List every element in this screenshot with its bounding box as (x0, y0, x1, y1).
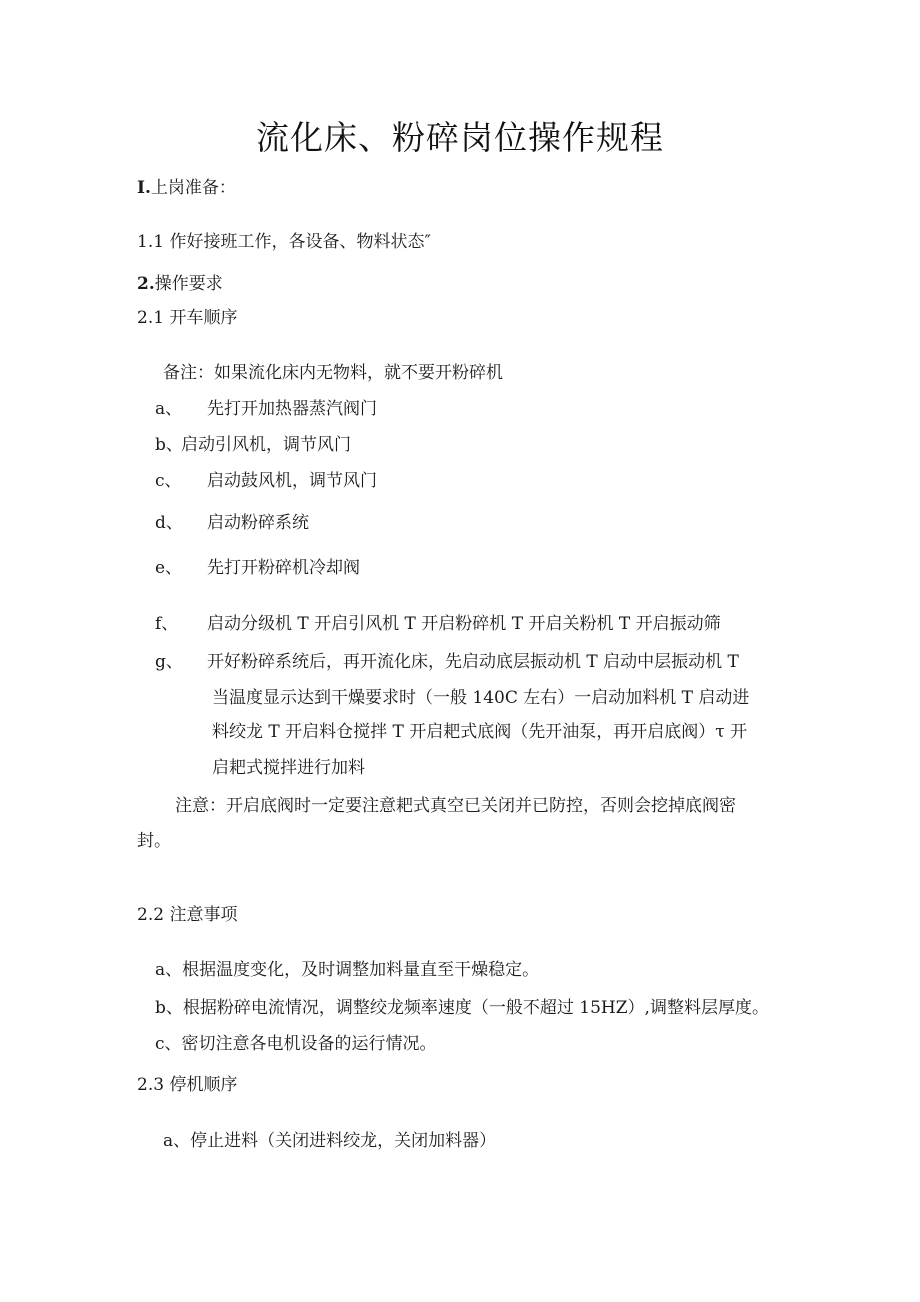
precaution-b: b、根据粉碎电流情况，调整绞龙频率速度（一般不超过 15HZ）,调整料层厚度。 (155, 998, 769, 1018)
section-2-title: 操作要求 (154, 274, 223, 294)
caution-line-1: 注意：开启底阀时一定要注意耙式真空已关闭并已防控，否则会挖掉底阀密 (175, 796, 736, 816)
subheading-2-3: 2.3 停机顺序 (137, 1075, 238, 1095)
subheading-2-2: 2.2 注意事项 (137, 905, 238, 925)
step-c-marker: c、 (155, 471, 182, 491)
subheading-2-1: 2.1 开车顺序 (137, 308, 238, 328)
section-1-heading (137, 176, 236, 200)
step-c-text: 启动鼓风机，调节风门 (207, 471, 377, 491)
step-d-marker: d、 (155, 513, 183, 533)
document-title: 流化床、粉碎岗位操作规程 (256, 118, 664, 157)
step-b-text: 启动引风机，调节风门 (181, 435, 351, 455)
step-g-marker: g、 (155, 652, 183, 672)
step-d-text: 启动粉碎系统 (207, 513, 309, 533)
step-f-text: 启动分级机 T 开启引风机 T 开启粉碎机 T 开启关粉机 T 开启振动筛 (207, 614, 721, 634)
precaution-a: a、根据温度变化，及时调整加料量直至干燥稳定。 (155, 960, 540, 980)
section-2-number: 2. (137, 274, 155, 294)
section-1-title: 上岗准备： (150, 178, 236, 198)
step-a-marker: a、 (155, 399, 183, 419)
section-2-heading (137, 272, 223, 296)
section-1-number: I. (137, 178, 151, 198)
startup-note: 备注：如果流化床内无物料，就不要开粉碎机 (163, 363, 503, 383)
caution-line-2: 封。 (137, 831, 171, 851)
step-e-marker: e、 (155, 558, 183, 578)
step-g-line-4: 启耙式搅拌进行加料 (212, 758, 365, 778)
item-1-1: 1.1 作好接班工作，各设备、物料状态″ (137, 232, 431, 252)
step-b-marker: b、 (155, 435, 183, 455)
step-g-line-1: 开好粉碎系统后，再开流化床，先启动底层振动机 T 启动中层振动机 T (207, 652, 739, 672)
step-e-text: 先打开粉碎机冷却阀 (207, 558, 360, 578)
step-g-line-2: 当温度显示达到干燥要求时（一般 140C 左右）一启动加料机 T 启动进 (212, 688, 750, 708)
stop-step-a: a、停止进料（关闭进料绞龙，关闭加料器） (163, 1131, 497, 1151)
step-g-line-3: 料绞龙 T 开启料仓搅拌 T 开启耙式底阀（先开油泵，再开启底阀）τ 开 (212, 722, 748, 742)
precaution-c: c、密切注意各电机设备的运行情况。 (155, 1034, 437, 1054)
step-a-text: 先打开加热器蒸汽阀门 (207, 399, 377, 419)
step-f-marker: f、 (155, 614, 179, 634)
